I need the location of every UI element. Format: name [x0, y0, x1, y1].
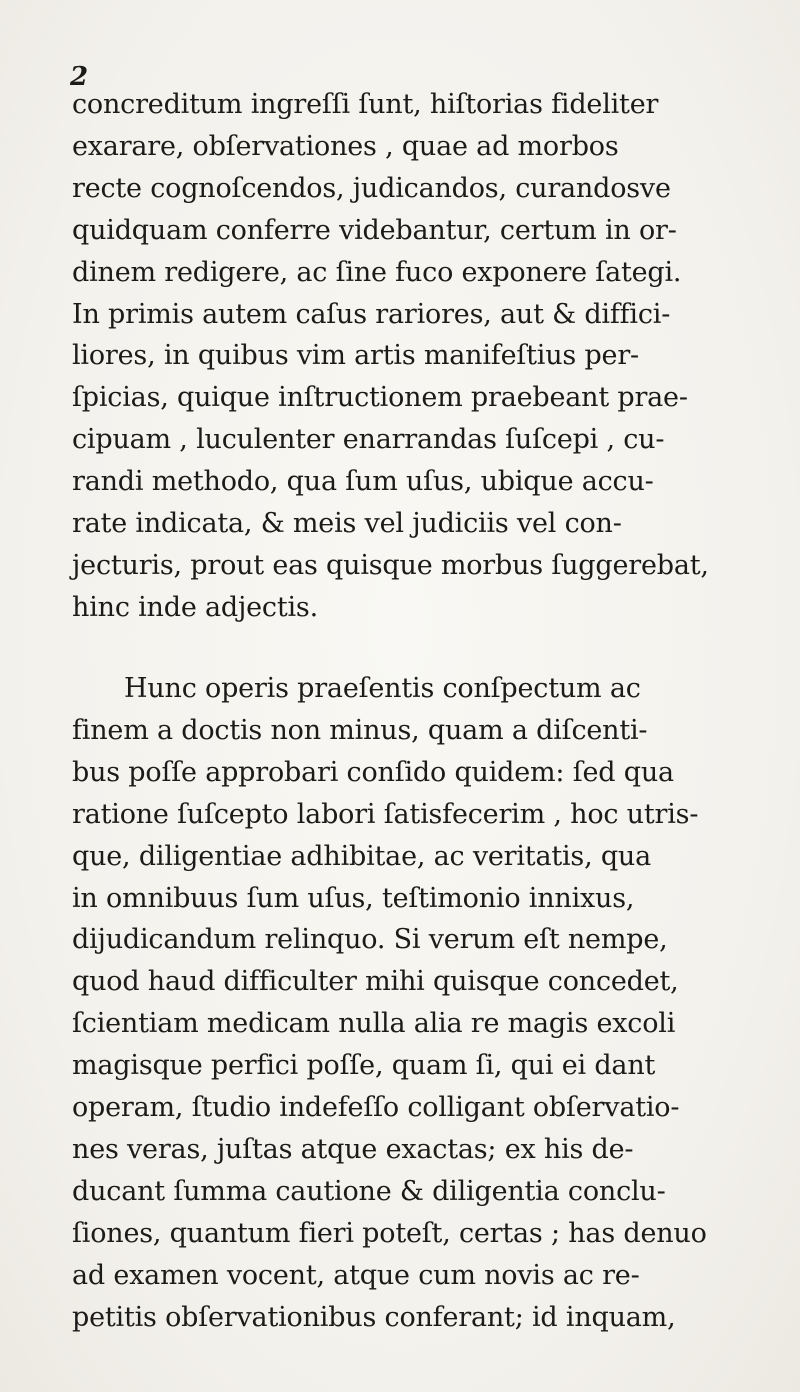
- paragraph-2: [72, 668, 762, 1339]
- text-line: quidquam conferre videbantur, certum in or-: [72, 214, 677, 246]
- page-number: 2: [70, 62, 89, 92]
- text-line: In primis autem caſus rariores, aut & diffici-: [72, 298, 671, 330]
- text-line: ſcientiam medicam nulla alia re magis excoli: [72, 1008, 676, 1040]
- text-line: hinc inde adjectis.: [72, 591, 318, 623]
- text-line: exarare, obſervationes , quae ad morbos: [72, 130, 619, 162]
- text-line: recte cognoſcendos, judicandos, curandosve: [72, 172, 671, 204]
- text-line: rate indicata, & meis vel judiciis vel con-: [72, 508, 622, 540]
- text-line: ad examen vocent, atque cum novis ac re-: [72, 1259, 640, 1291]
- paragraph-1: [72, 84, 762, 629]
- text-line: quod haud difficulter mihi quisque concedet,: [72, 966, 679, 998]
- text-line: dinem redigere, ac ſine fuco exponere ſategi.: [72, 256, 682, 288]
- text-line: petitis obſervationibus conferant; id inquam,: [72, 1301, 676, 1333]
- text-line: cipuam , luculenter enarrandas ſuſcepi , cu-: [72, 424, 665, 456]
- text-line: magisque perfici poſſe, quam ſi, qui ei dant: [72, 1050, 656, 1082]
- text-line: jecturis, prout eas quisque morbus ſuggerebat,: [72, 549, 709, 581]
- text-line: nes veras, juſtas atque exactas; ex his de-: [72, 1133, 634, 1165]
- text-line: in omnibuus ſum uſus, teſtimonio innixus,: [72, 882, 635, 914]
- text-line: finem a doctis non minus, quam a diſcenti-: [72, 714, 648, 746]
- text-line: bus poſſe approbari conſido quidem: ſed qua: [72, 756, 674, 788]
- text-line: concreditum ingreſſi ſunt, hiſtorias fideliter: [72, 89, 659, 120]
- text-line: Hunc operis praeſentis conſpectum ac: [124, 673, 641, 704]
- text-line: ratione ſuſcepto labori ſatisfecerim , hoc utris-: [72, 798, 699, 830]
- text-line: ducant ſumma cautione & diligentia conclu-: [72, 1175, 666, 1207]
- text-line: randi methodo, qua ſum uſus, ubique accu-: [72, 466, 654, 498]
- text-line: ſiones, quantum fieri poteſt, certas ; has denuo: [72, 1217, 707, 1249]
- text-line: que, diligentiae adhibitae, ac veritatis, qua: [72, 840, 652, 872]
- text-line: dijudicandum relinquo. Si verum eſt nempe,: [72, 924, 668, 956]
- text-line: operam, ſtudio indefeſſo colligant obſervatio-: [72, 1092, 680, 1124]
- text-line: liores, in quibus vim artis manifeſtius per-: [72, 340, 639, 372]
- text-line: ſpicias, quique inſtructionem praebeant prae-: [72, 382, 688, 414]
